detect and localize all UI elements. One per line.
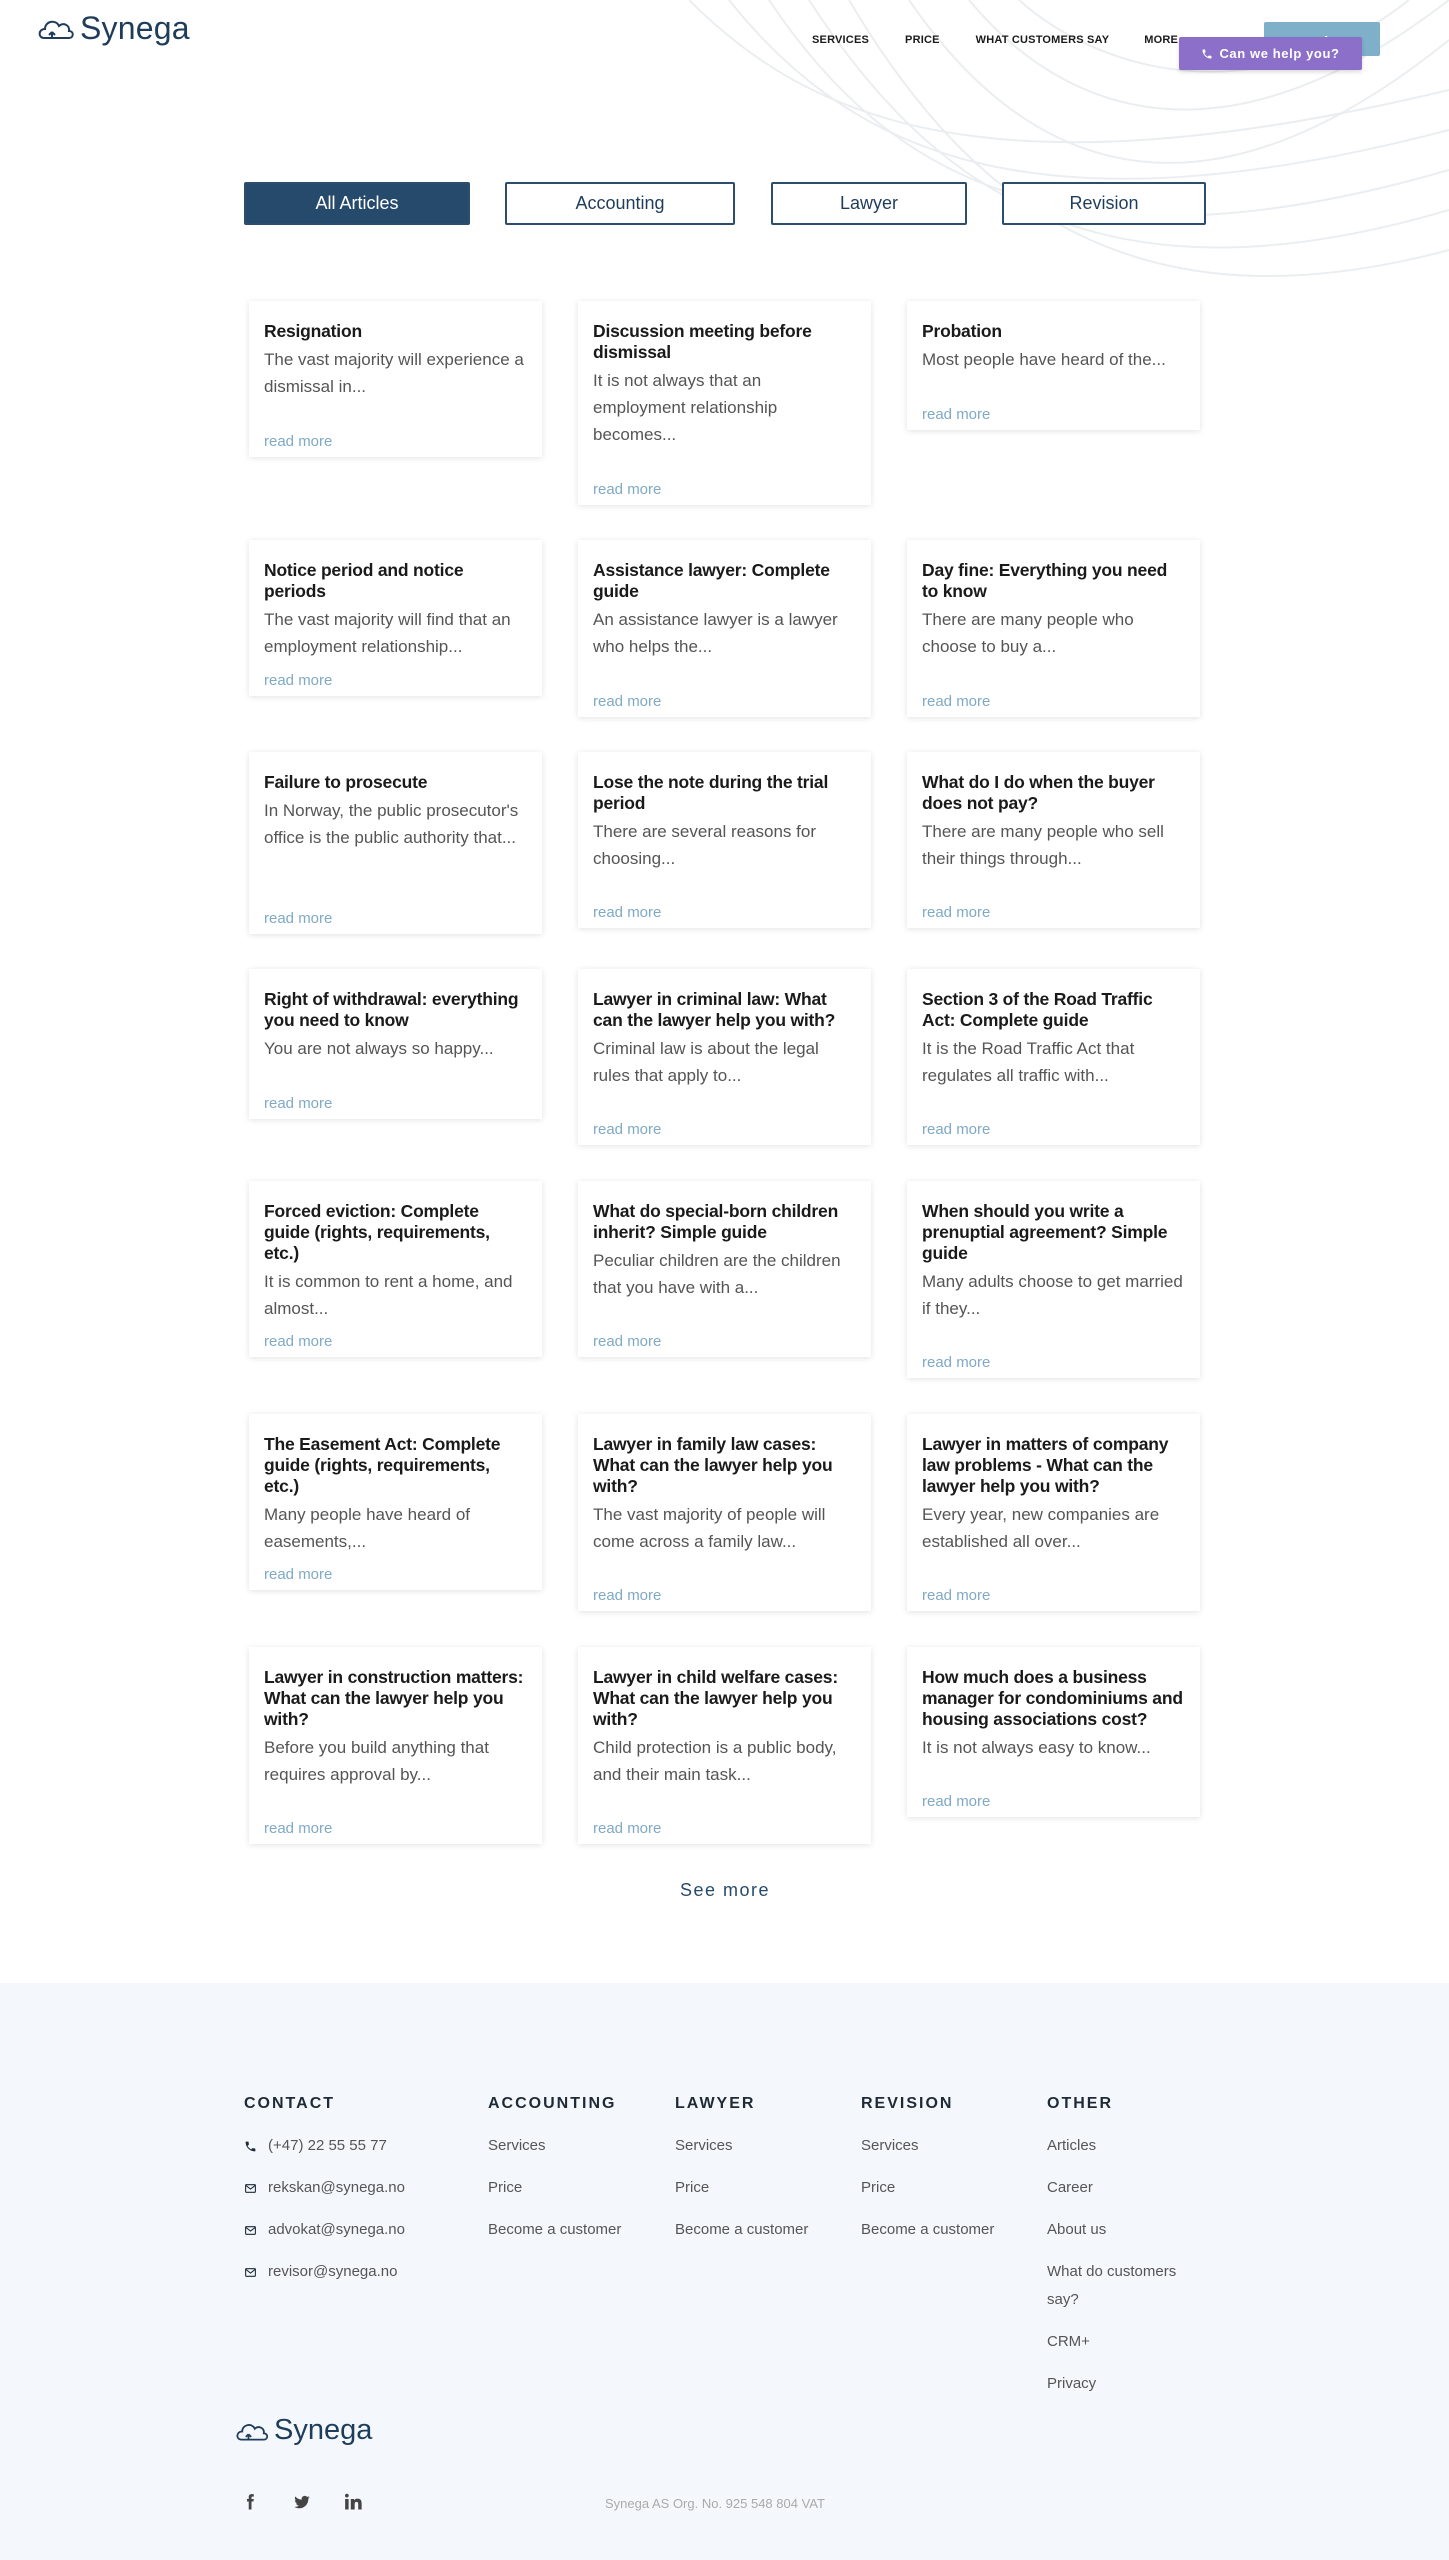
contact-email-text[interactable]: revisor@synega.no — [268, 2263, 398, 2280]
article-card[interactable] — [578, 1181, 871, 1357]
read-more-link[interactable]: read more — [922, 693, 991, 710]
footer-heading: LAWYER — [675, 2095, 756, 2112]
article-card[interactable] — [578, 1414, 871, 1611]
facebook-icon[interactable] — [241, 2493, 259, 2511]
footer-link[interactable]: Become a customer — [675, 2221, 809, 2238]
article-card[interactable] — [907, 540, 1200, 717]
read-more-link[interactable]: read more — [593, 1587, 662, 1604]
footer-logo-text: Synega — [274, 2414, 373, 2446]
cloud-logo-icon — [234, 2418, 272, 2445]
article-card[interactable] — [907, 969, 1200, 1145]
site-footer — [0, 1983, 1449, 2560]
footer-link[interactable]: Privacy — [1047, 2375, 1097, 2392]
footer-link-item — [675, 2132, 808, 2160]
contact-phone[interactable] — [244, 2132, 405, 2160]
footer-link-item — [488, 2216, 621, 2244]
read-more-link[interactable]: read more — [593, 693, 662, 710]
footer-link-item — [675, 2216, 808, 2244]
read-more-link[interactable]: read more — [593, 1333, 662, 1350]
read-more-link[interactable]: read more — [922, 1587, 991, 1604]
article-title: The Easement Act: Complete guide (rights, requirements, etc.) — [264, 1434, 501, 1496]
footer-other — [1047, 2095, 1195, 2412]
article-title: Notice period and notice periods — [264, 560, 464, 601]
article-excerpt: Most people have heard of the... — [922, 350, 1166, 369]
article-excerpt: The vast majority of people will come across a family law... — [593, 1505, 826, 1551]
read-more-link[interactable]: read more — [264, 1566, 333, 1583]
article-excerpt: You are not always so happy... — [264, 1039, 494, 1058]
footer-link-item — [861, 2132, 994, 2160]
contact-email[interactable] — [244, 2216, 405, 2244]
article-excerpt: Peculiar children are the children that you have with a... — [593, 1251, 841, 1297]
read-more-link[interactable]: read more — [264, 1095, 333, 1112]
footer-link[interactable]: Become a customer — [488, 2221, 622, 2238]
article-title: What do I do when the buyer does not pay? — [922, 772, 1155, 813]
read-more-link[interactable]: read more — [593, 1820, 662, 1837]
article-title: Forced eviction: Complete guide (rights, requirements, etc.) — [264, 1201, 490, 1263]
footer-link-item — [488, 2174, 621, 2202]
footer-link-item — [675, 2174, 808, 2202]
twitter-icon[interactable] — [293, 2493, 311, 2511]
article-card[interactable] — [249, 301, 542, 457]
read-more-link[interactable]: read more — [593, 481, 662, 498]
footer-link[interactable]: Price — [861, 2179, 896, 2196]
contact-email-text[interactable]: rekskan@synega.no — [268, 2179, 405, 2196]
article-excerpt: The vast majority will find that an employment relationship... — [264, 610, 511, 656]
footer-link-item — [1047, 2216, 1195, 2244]
article-excerpt: It is not always easy to know... — [922, 1738, 1151, 1757]
article-card[interactable] — [578, 969, 871, 1145]
article-excerpt: Before you build anything that requires approval by... — [264, 1738, 489, 1784]
read-more-link[interactable]: read more — [593, 1121, 662, 1138]
help-button-label: Can we help you? — [1219, 46, 1340, 61]
logo-text: Synega — [80, 10, 190, 46]
article-title: Lawyer in construction matters: What can the lawyer help you with? — [264, 1667, 524, 1729]
article-filters — [244, 182, 1206, 226]
article-card[interactable] — [578, 752, 871, 928]
site-header — [0, 0, 1449, 90]
footer-link[interactable]: Services — [861, 2137, 919, 2154]
nav-services[interactable]: SERVICES — [812, 34, 870, 46]
footer-logo[interactable] — [234, 2416, 372, 2445]
footer-revision — [861, 2095, 994, 2258]
see-more-button[interactable]: See more — [680, 1880, 771, 1900]
footer-contact — [244, 2095, 405, 2300]
filter-accounting[interactable]: Accounting — [505, 182, 735, 225]
nav-what-customers-say[interactable]: WHAT CUSTOMERS SAY — [975, 34, 1110, 46]
social-links — [241, 2493, 363, 2511]
article-excerpt: Many people have heard of easements,... — [264, 1505, 471, 1551]
contact-email[interactable] — [244, 2258, 405, 2286]
footer-lawyer — [675, 2095, 808, 2258]
article-title: Right of withdrawal: everything you need to know — [264, 989, 519, 1030]
phone-icon — [1201, 48, 1213, 60]
article-title: Lawyer in family law cases: What can the lawyer help you with? — [593, 1434, 833, 1496]
article-title: Lose the note during the trial period — [593, 772, 829, 813]
article-excerpt: It is the Road Traffic Act that regulates all traffic with... — [922, 1039, 1135, 1085]
footer-link[interactable]: Career — [1047, 2179, 1093, 2196]
article-excerpt: Child protection is a public body, and their main task... — [593, 1738, 837, 1784]
read-more-link[interactable]: read more — [922, 1354, 991, 1371]
read-more-link[interactable]: read more — [922, 904, 991, 921]
footer-link[interactable]: Price — [675, 2179, 710, 2196]
nav-more[interactable]: MORE — [1144, 34, 1179, 46]
article-excerpt: Every year, new companies are established all over... — [922, 1505, 1160, 1551]
article-excerpt: In Norway, the public prosecutor's office is the public authority that... — [264, 801, 519, 847]
article-card[interactable] — [907, 752, 1200, 928]
footer-link-item — [1047, 2328, 1195, 2356]
article-title: Lawyer in child welfare cases: What can the lawyer help you with? — [593, 1667, 838, 1729]
read-more-link[interactable]: read more — [922, 1793, 991, 1810]
org-number: Synega AS Org. No. 925 548 804 VAT — [605, 2496, 825, 2511]
read-more-link[interactable]: read more — [922, 406, 991, 423]
read-more-link[interactable]: read more — [593, 904, 662, 921]
article-excerpt: Many adults choose to get married if they... — [922, 1272, 1183, 1318]
article-excerpt: There are several reasons for choosing... — [593, 822, 816, 868]
footer-accounting — [488, 2095, 621, 2258]
article-card[interactable] — [907, 1414, 1200, 1611]
article-card[interactable] — [249, 1414, 542, 1590]
article-title: What do special-born children inherit? Simple guide — [593, 1201, 839, 1242]
contact-email[interactable] — [244, 2174, 405, 2202]
article-card[interactable] — [578, 301, 871, 505]
main-nav — [812, 34, 1178, 46]
article-card[interactable] — [249, 1181, 542, 1357]
filter-revision[interactable]: Revision — [1002, 182, 1206, 225]
phone-icon — [244, 2140, 257, 2153]
linkedin-icon[interactable] — [345, 2493, 363, 2511]
footer-link[interactable]: CRM+ — [1047, 2333, 1090, 2350]
article-card[interactable] — [907, 1181, 1200, 1378]
footer-link-item — [488, 2132, 621, 2160]
mail-icon — [244, 2266, 257, 2279]
article-title: Assistance lawyer: Complete guide — [593, 560, 830, 601]
footer-heading: ACCOUNTING — [488, 2095, 617, 2112]
footer-link-item — [861, 2174, 994, 2202]
article-excerpt: An assistance lawyer is a lawyer who helps the... — [593, 610, 838, 656]
article-card[interactable] — [907, 301, 1200, 430]
article-title: Lawyer in matters of company law problems - What can the lawyer help you with? — [922, 1434, 1169, 1496]
article-excerpt: There are many people who choose to buy a... — [922, 610, 1134, 656]
article-title: When should you write a prenuptial agreement? Simple guide — [922, 1201, 1168, 1263]
article-card[interactable] — [907, 1647, 1200, 1817]
article-excerpt: The vast majority will experience a dismissal in... — [264, 350, 524, 396]
footer-heading: CONTACT — [244, 2095, 336, 2112]
read-more-link[interactable]: read more — [264, 672, 333, 689]
footer-link[interactable]: Price — [488, 2179, 523, 2196]
nav-price[interactable]: PRICE — [905, 34, 940, 46]
read-more-link[interactable]: read more — [922, 1121, 991, 1138]
article-card[interactable] — [249, 540, 542, 696]
footer-link-item — [861, 2216, 994, 2244]
read-more-link[interactable]: read more — [264, 1333, 333, 1350]
article-title: Resignation — [264, 321, 362, 341]
read-more-link[interactable]: read more — [264, 1820, 333, 1837]
help-button[interactable] — [1179, 37, 1362, 70]
footer-link[interactable]: Articles — [1047, 2137, 1097, 2154]
footer-link-item — [1047, 2174, 1195, 2202]
article-card[interactable] — [578, 1647, 871, 1844]
footer-link[interactable]: Become a customer — [861, 2221, 995, 2238]
footer-link[interactable]: About us — [1047, 2221, 1107, 2238]
footer-link[interactable]: What do customers say? — [1047, 2263, 1177, 2308]
mail-icon — [244, 2224, 257, 2237]
article-title: Lawyer in criminal law: What can the lawyer help you with? — [593, 989, 836, 1030]
footer-link-item — [1047, 2370, 1195, 2398]
article-excerpt: It is common to rent a home, and almost... — [264, 1272, 513, 1318]
filter-all-articles[interactable]: All Articles — [244, 182, 470, 225]
footer-heading: OTHER — [1047, 2095, 1113, 2112]
footer-link-item — [1047, 2258, 1195, 2314]
article-title: Section 3 of the Road Traffic Act: Complete guide — [922, 989, 1153, 1030]
article-title: How much does a business manager for condominiums and housing associations cost? — [922, 1667, 1183, 1729]
article-card[interactable] — [249, 969, 542, 1119]
article-card[interactable] — [249, 1647, 542, 1844]
mail-icon — [244, 2182, 257, 2195]
article-excerpt: Criminal law is about the legal rules that apply to... — [593, 1039, 819, 1085]
read-more-link[interactable]: read more — [264, 433, 333, 450]
cloud-logo-icon — [36, 14, 78, 44]
article-card[interactable] — [249, 752, 542, 934]
article-title: Day fine: Everything you need to know — [922, 560, 1168, 601]
article-title: Failure to prosecute — [264, 772, 428, 792]
footer-link[interactable]: Services — [675, 2137, 733, 2154]
read-more-link[interactable]: read more — [264, 910, 333, 927]
filter-lawyer[interactable]: Lawyer — [771, 182, 967, 225]
footer-link-item — [1047, 2132, 1195, 2160]
footer-link[interactable]: Services — [488, 2137, 546, 2154]
contact-email-text[interactable]: advokat@synega.no — [268, 2221, 405, 2238]
article-excerpt: It is not always that an employment relationship becomes... — [593, 371, 778, 444]
footer-heading: REVISION — [861, 2095, 954, 2112]
article-excerpt: There are many people who sell their things through... — [922, 822, 1164, 868]
article-title: Probation — [922, 321, 1002, 341]
contact-phone-text[interactable]: (+47) 22 55 55 77 — [268, 2137, 387, 2154]
article-title: Discussion meeting before dismissal — [593, 321, 812, 362]
logo[interactable] — [36, 12, 190, 44]
article-card[interactable] — [578, 540, 871, 717]
